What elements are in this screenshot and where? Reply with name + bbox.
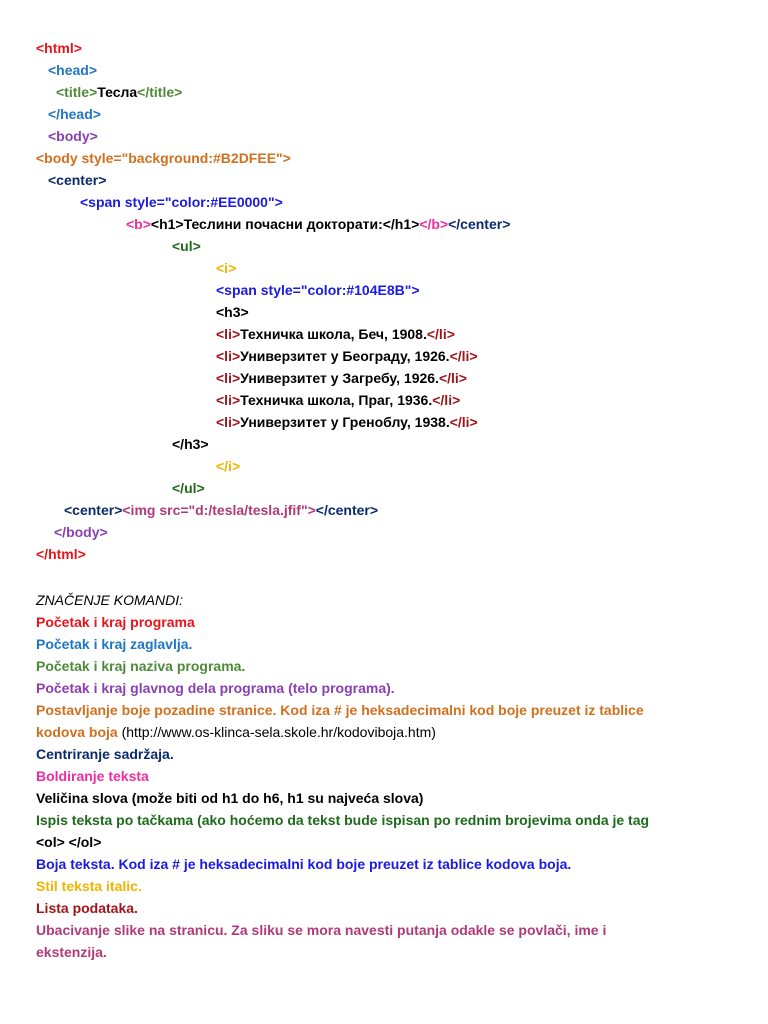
- code-center-close-tag: </center>: [448, 216, 511, 232]
- code-b-close-tag: </b>: [419, 216, 449, 232]
- li-text: Универзитет у Београду, 1926.: [240, 348, 450, 364]
- legend-bold: Boldiranje teksta: [36, 768, 149, 784]
- li-close-tag: </li>: [426, 326, 455, 342]
- code-line-h1: [126, 214, 510, 234]
- code-img-tag: <img src="d:/tesla/tesla.jfif">: [122, 502, 316, 518]
- code-b-open-tag: <b>: [126, 216, 151, 232]
- legend-head: Početak i kraj zaglavlja.: [36, 636, 193, 652]
- li-open-tag: <li>: [216, 348, 241, 364]
- code-line-html-open: <html>: [36, 40, 82, 56]
- code-line-span-blue: <span style="color:#104E8B">: [216, 282, 420, 298]
- li-text: Универзитет у Загребу, 1926.: [240, 370, 439, 386]
- legend-center: Centriranje sadržaja.: [36, 746, 174, 762]
- li-text: Техничка школа, Праг, 1936.: [240, 392, 433, 408]
- li-close-tag: </li>: [432, 392, 461, 408]
- legend-background-cont: [36, 722, 436, 742]
- code-line-ul-close: </ul>: [172, 480, 205, 496]
- code-line-i-open: <i>: [216, 260, 237, 276]
- li-open-tag: <li>: [216, 392, 241, 408]
- code-line-li-4: [216, 390, 460, 410]
- li-open-tag: <li>: [216, 326, 241, 342]
- code-line-title: [56, 82, 182, 102]
- code-line-li-5: [216, 412, 478, 432]
- code-line-img: [64, 500, 378, 520]
- code-line-li-2: [216, 346, 478, 366]
- code-line-i-close: </i>: [216, 458, 241, 474]
- legend-text-color: Boja teksta. Kod iza # je heksadecimalni kod boje preuzet iz tablice kodova boja.: [36, 856, 572, 872]
- code-title-text: Тесла: [97, 84, 138, 100]
- code-line-head-open: <head>: [48, 62, 98, 78]
- code-line-center-open: <center>: [48, 172, 107, 188]
- legend-list: Lista podataka.: [36, 900, 138, 916]
- code-title-close-tag: </title>: [137, 84, 183, 100]
- code-line-html-close: </html>: [36, 546, 86, 562]
- li-open-tag: <li>: [216, 414, 241, 430]
- li-open-tag: <li>: [216, 370, 241, 386]
- code-line-body-close: </body>: [54, 524, 108, 540]
- legend-background: Postavljanje boje pozadine stranice. Kod iza # je heksadecimalni kod boje preuzet iz tablice: [36, 702, 644, 718]
- code-line-h3-close: </h3>: [172, 436, 209, 452]
- legend-body: Početak i kraj glavnog dela programa (telo programa).: [36, 680, 395, 696]
- li-close-tag: </li>: [449, 414, 478, 430]
- code-line-head-close: </head>: [48, 106, 101, 122]
- li-close-tag: </li>: [438, 370, 467, 386]
- legend-heading-size: Veličina slova (može biti od h1 do h6, h1 su najveća slova): [36, 790, 424, 806]
- legend-color-url[interactable]: (http://www.os-klinca-sela.skole.hr/kodoviboja.htm): [117, 724, 436, 740]
- code-h1-element: <h1>Теслини почасни докторати:</h1>: [150, 216, 420, 232]
- li-close-tag: </li>: [449, 348, 478, 364]
- li-text: Техничка школа, Беч, 1908.: [240, 326, 427, 342]
- code-line-span-red: <span style="color:#EE0000">: [80, 194, 283, 210]
- legend-italic: Stil teksta italic.: [36, 878, 142, 894]
- legend-ul: Ispis teksta po tačkama (ako hoćemo da tekst bude ispisan po rednim brojevima onda je tag: [36, 812, 650, 828]
- code-center-open-tag: <center>: [64, 502, 123, 518]
- code-center-close-tag: </center>: [315, 502, 379, 518]
- legend-html: Početak i kraj programa: [36, 614, 195, 630]
- li-text: Универзитет у Греноблу, 1938.: [240, 414, 450, 430]
- code-line-li-3: [216, 368, 467, 388]
- legend-background-link-label: kodova boja: [36, 724, 118, 740]
- legend-image: Ubacivanje slike na stranicu. Za sliku se mora navesti putanja odakle se povlači, ime i: [36, 922, 607, 938]
- code-line-body-style: <body style="background:#B2DFEE">: [36, 150, 291, 166]
- legend-title: Početak i kraj naziva programa.: [36, 658, 246, 674]
- legend-image-cont: ekstenzija.: [36, 944, 107, 960]
- code-line-li-1: [216, 324, 455, 344]
- code-line-h3-open: <h3>: [216, 304, 249, 320]
- code-title-open-tag: <title>: [56, 84, 98, 100]
- code-line-ul-open: <ul>: [172, 238, 201, 254]
- legend-heading: ZNAČENJE KOMANDI:: [36, 592, 184, 608]
- legend-ol-tag: <ol> </ol>: [36, 834, 102, 850]
- code-line-body-open: <body>: [48, 128, 98, 144]
